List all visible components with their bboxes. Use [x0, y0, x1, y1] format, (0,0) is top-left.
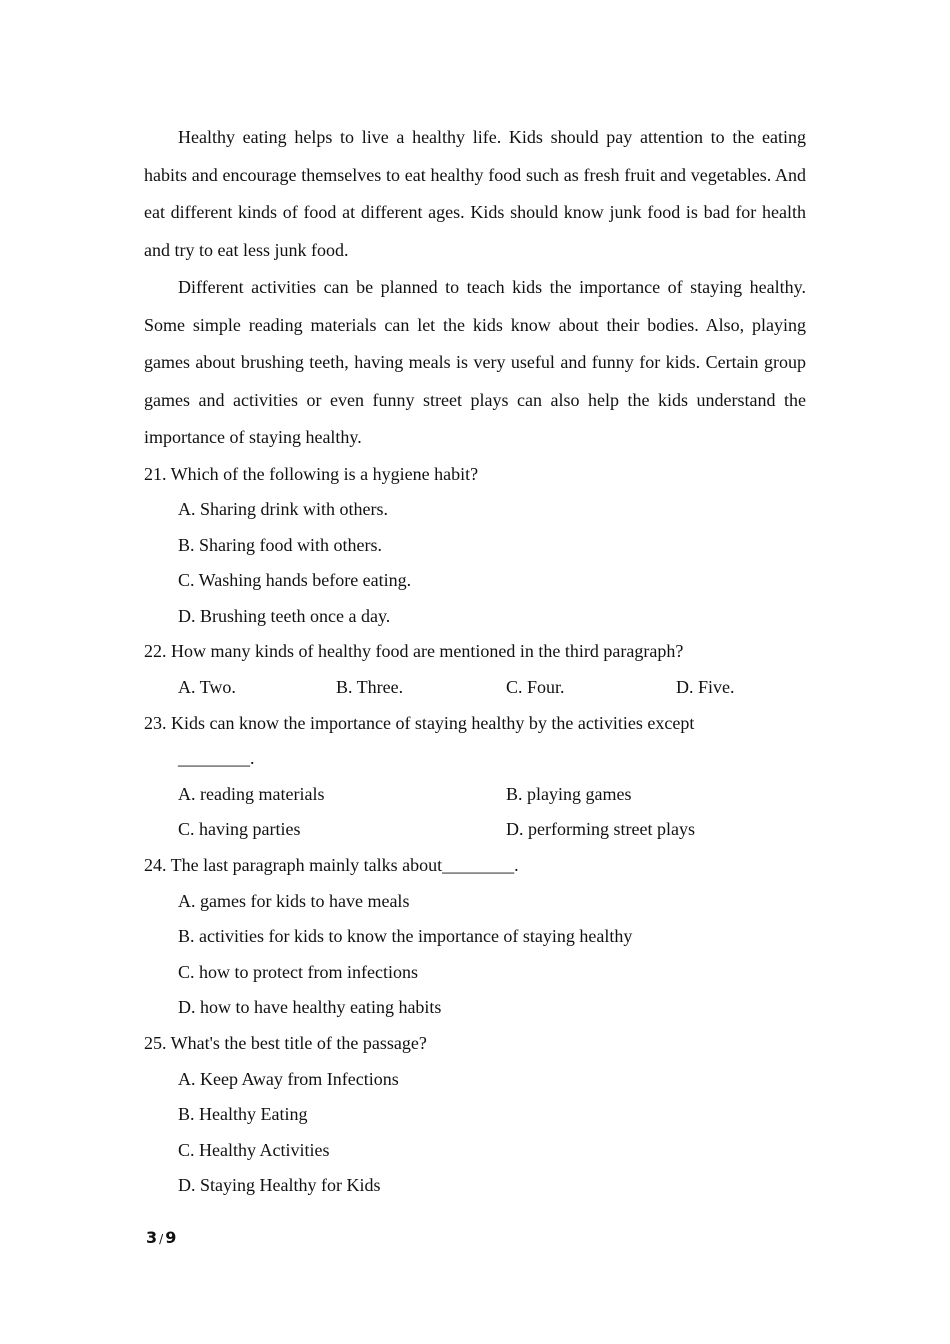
- answer-option: B. Healthy Eating: [178, 1104, 308, 1125]
- question-24: [144, 848, 806, 1026]
- answer-option: B. activities for kids to know the importance of staying healthy: [178, 926, 633, 947]
- answer-options-row: [144, 812, 806, 848]
- question-25: [144, 1026, 806, 1204]
- page-separator: /: [159, 1232, 164, 1246]
- answer-option: D. performing street plays: [506, 819, 695, 840]
- answer-option: A. Keep Away from Infections: [178, 1068, 399, 1089]
- question-text: 21. Which of the following is a hygiene habit?: [144, 463, 479, 484]
- answer-option: C. how to protect from infections: [178, 961, 418, 982]
- answer-option: D. Brushing teeth once a day.: [178, 605, 391, 626]
- answer-blank: ________.: [178, 748, 255, 769]
- question-text: 22. How many kinds of healthy food are mentioned in the third paragraph?: [144, 641, 684, 662]
- answer-option: C. Healthy Activities: [178, 1139, 330, 1160]
- passage-paragraph: Healthy eating helps to live a healthy life. Kids should pay attention to the eating habits and encourage themselves to eat healthy food such as fresh fruit and vegetables. And eat different kinds of food at different ages. Kids should know junk food is bad for health and try to eat less junk food.: [144, 127, 806, 260]
- page-total: 9: [165, 1228, 177, 1247]
- answer-option: C. Four.: [506, 677, 565, 698]
- answer-option: C. Washing hands before eating.: [178, 570, 412, 591]
- question-text: 24. The last paragraph mainly talks about________.: [144, 855, 519, 876]
- answer-option: B. Sharing food with others.: [178, 534, 382, 555]
- answer-option: A. games for kids to have meals: [178, 890, 410, 911]
- answer-option: A. Two.: [178, 677, 236, 698]
- answer-option: A. Sharing drink with others.: [178, 499, 388, 520]
- question-22: [144, 634, 806, 705]
- answer-option: A. reading materials: [178, 783, 325, 804]
- question-21: [144, 457, 806, 635]
- answer-option: D. how to have healthy eating habits: [178, 997, 442, 1018]
- page-number: [146, 1228, 176, 1247]
- answer-option: B. playing games: [506, 783, 632, 804]
- answer-option: D. Five.: [676, 677, 735, 698]
- answer-option: C. having parties: [178, 819, 301, 840]
- passage-paragraph: Different activities can be planned to teach kids the importance of staying healthy. Some simple reading materials can let the kids know about their bodies. Also, playing games about brushing teeth, having meals is very useful and funny for kids. Certain group games and activities or even funny street plays can also help the kids understand the importance of staying healthy.: [144, 277, 806, 447]
- question-23: [144, 706, 806, 848]
- page-current: 3: [146, 1228, 158, 1247]
- question-text: 23. Kids can know the importance of staying healthy by the activities except: [144, 712, 695, 733]
- answer-options-row: [144, 670, 806, 706]
- answer-option: D. Staying Healthy for Kids: [178, 1175, 381, 1196]
- question-text: 25. What's the best title of the passage?: [144, 1033, 427, 1053]
- answer-option: B. Three.: [336, 677, 404, 698]
- document-page: [144, 119, 806, 1204]
- answer-options-row: [144, 777, 806, 813]
